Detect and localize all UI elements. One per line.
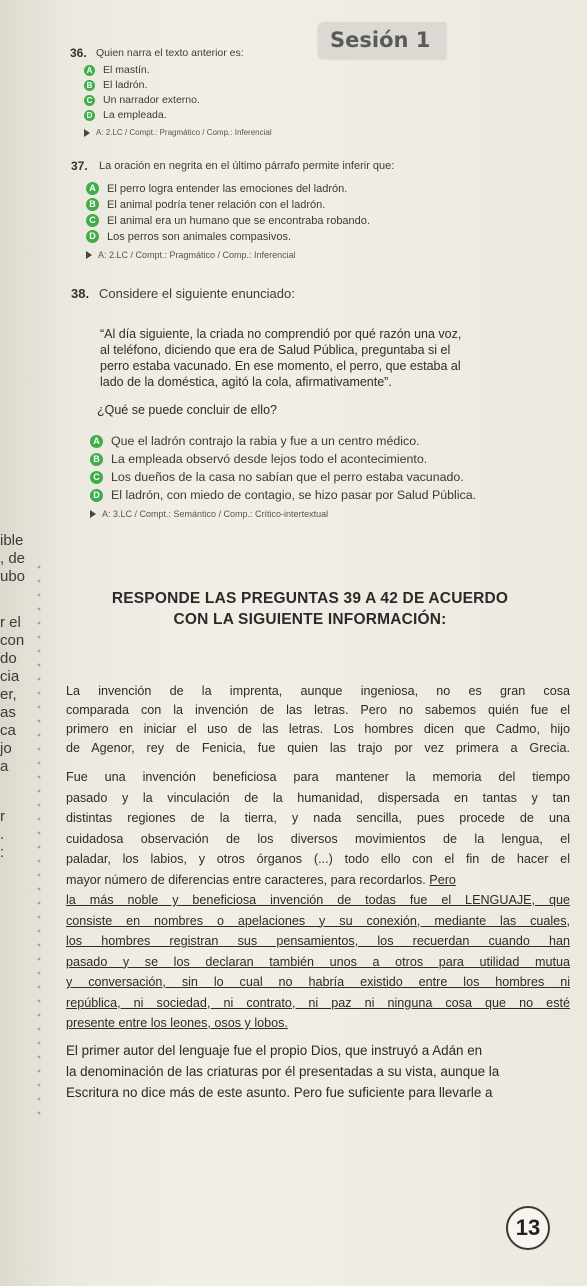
q38-option-b[interactable] <box>90 452 427 466</box>
q38-reference <box>90 509 328 519</box>
quote-line: lado de la doméstica, agitó la cola, afirmativamente”. <box>100 375 392 389</box>
paragraph-2 <box>66 767 570 1034</box>
bleed-text: r <box>0 808 5 825</box>
q37-option-b[interactable] <box>86 198 325 211</box>
paragraph-text: mayor número de diferencias entre caracteres, para recordarlos. <box>66 872 426 887</box>
q37-option-d[interactable] <box>86 230 291 243</box>
paragraph-1 <box>66 682 570 758</box>
reference-text: A: 2.LC / Compt.: Pragmático / Comp.: Inferencial <box>98 250 296 260</box>
quote-line: al teléfono, diciendo que era de Salud Pública, preguntaba si el <box>100 343 451 357</box>
page-number: 13 <box>506 1206 550 1250</box>
bleed-text: con <box>0 632 25 649</box>
option-d-badge: D <box>90 489 103 502</box>
paragraph-line: cuidadosa observación de los diversos movimientos de la lengua, el <box>66 831 570 846</box>
option-c-badge: C <box>86 214 99 227</box>
paragraph-line: distintas regiones de la tierra, y nada sencilla, pues procede de una <box>66 811 570 825</box>
q36-option-d[interactable] <box>84 109 167 121</box>
bleed-text: do <box>0 650 17 667</box>
bleed-text: : <box>0 844 5 861</box>
option-d-badge: D <box>86 230 99 243</box>
bleed-text: r el <box>0 614 21 631</box>
option-c-badge: C <box>84 95 95 106</box>
section-heading-line1: RESPONDE LAS PREGUNTAS 39 A 42 DE ACUERDO <box>111 590 509 607</box>
option-text: El animal podría tener relación con el ladrón. <box>107 198 326 211</box>
quoted-statement <box>100 326 520 390</box>
paragraph-line: comparada con la invención de las letras. Pero no sabemos quién fue el <box>66 703 570 717</box>
bleed-text: as <box>0 704 16 721</box>
q37-option-a[interactable] <box>86 182 347 195</box>
option-a-badge: A <box>90 435 103 448</box>
bleed-text: jo <box>0 740 12 757</box>
option-c-badge: C <box>90 471 103 484</box>
option-text: El ladrón, con miedo de contagio, se hizo pasar por Salud Pública. <box>111 488 477 502</box>
bleed-text: . <box>0 826 5 843</box>
section-heading-line2: CON LA SIGUIENTE INFORMACIÓN: <box>173 611 447 628</box>
paragraph-line <box>66 870 570 891</box>
option-text: El animal era un humano que se encontraba robando. <box>107 214 370 227</box>
paragraph-line: La invención de la imprenta, aunque ingeniosa, no es gran cosa <box>66 684 570 698</box>
option-text: El perro logra entender las emociones del ladrón. <box>107 182 348 195</box>
option-text: Los dueños de la casa no sabían que el perro estaba vacunado. <box>111 470 464 484</box>
q36-option-c[interactable] <box>84 94 200 106</box>
option-text: Un narrador externo. <box>103 94 200 106</box>
quote-line: perro estaba vacunado. En ese momento, el perro, que estaba al <box>100 359 461 373</box>
question-38-text: Considere el siguiente enunciado: <box>99 286 295 301</box>
bleed-text: a <box>0 758 9 775</box>
underlined-line: república, ni sociedad, ni contrato, ni paz ni ninguna cosa que no esté <box>66 995 570 1010</box>
underlined-line: y conversación, sin lo cual no habría existido entre los hombres ni <box>66 975 570 989</box>
q38-option-a[interactable] <box>90 434 420 448</box>
bleed-text: ca <box>0 722 16 739</box>
question-36-text: Quien narra el texto anterior es: <box>96 47 244 59</box>
quote-line: “Al día siguiente, la criada no comprendió por qué razón una voz, <box>100 327 462 341</box>
underlined-text: Pero <box>429 872 456 887</box>
option-b-badge: B <box>86 198 99 211</box>
question-37-text: La oración en negrita en el último párrafo permite inferir que: <box>99 160 395 172</box>
option-text: La empleada. <box>103 109 167 121</box>
paragraph-line: Fue una invención beneficiosa para mantener la memoria del tiempo <box>66 770 570 784</box>
question-36-number: 36. <box>70 46 87 60</box>
option-text: El mastín. <box>103 64 150 76</box>
underlined-line: consiste en nombres o apelaciones y su conexión, mediante las cuales, <box>66 913 570 928</box>
question-37-number: 37. <box>71 159 88 173</box>
arrow-icon <box>84 129 90 137</box>
bleed-text: cia <box>0 668 20 685</box>
paragraph-line: El primer autor del lenguaje fue el propio Dios, que instruyó a Adán en <box>66 1043 483 1058</box>
option-text: Que el ladrón contrajo la rabia y fue a un centro médico. <box>111 434 420 448</box>
underlined-line: la más noble y beneficiosa invención de todas fue el LENGUAJE, que <box>66 893 570 907</box>
session-label: Sesión 1 <box>330 28 431 52</box>
option-a-badge: A <box>84 65 95 76</box>
paragraph-line: pasado y la vinculación de la humanidad, dispersada en tantas y tan <box>66 790 570 805</box>
option-b-badge: B <box>84 80 95 91</box>
paragraph-line: paladar, los labios, y otros órganos (...) todo ello con el fin de hacer el <box>66 852 570 866</box>
option-text: Los perros son animales compasivos. <box>107 230 292 243</box>
paragraph-3 <box>66 1040 576 1103</box>
q37-reference <box>86 250 296 260</box>
margin-dots <box>37 560 41 1120</box>
option-b-badge: B <box>90 453 103 466</box>
option-text: La empleada observó desde lejos todo el acontecimiento. <box>111 452 428 466</box>
arrow-icon <box>86 251 92 259</box>
bleed-text: ible <box>0 532 24 549</box>
bleed-text: ubo <box>0 568 26 585</box>
q36-reference <box>84 128 272 137</box>
underlined-line: presente entre los leones, osos y lobos. <box>66 1016 288 1030</box>
q38-option-c[interactable] <box>90 470 464 484</box>
q36-option-b[interactable] <box>84 79 147 91</box>
underlined-line: los hombres registran sus pensamientos, los recuerdan cuando han <box>66 934 570 948</box>
question-38-number: 38. <box>71 286 90 301</box>
paragraph-line: primero en iniciar el uso de las letras. Los hombres dicen que Cadmo, hijo <box>66 722 570 736</box>
paragraph-line: de Agenor, rey de Fenicia, fue quien las trajo por vez primera a Grecia. <box>66 741 570 755</box>
bleed-text: er, <box>0 686 17 703</box>
bleed-text: , de <box>0 550 26 567</box>
option-a-badge: A <box>86 182 99 195</box>
reference-text: A: 3.LC / Compt.: Semántico / Comp.: Crítico-intertextual <box>102 509 329 519</box>
q38-question: ¿Qué se puede concluir de ello? <box>97 403 277 417</box>
paragraph-line: la denominación de las criaturas por él presentadas a su vista, aunque la <box>66 1064 500 1079</box>
arrow-icon <box>90 510 96 518</box>
option-text: El ladrón. <box>103 79 148 91</box>
q38-option-d[interactable] <box>90 488 476 502</box>
option-d-badge: D <box>84 110 95 121</box>
q36-option-a[interactable] <box>84 64 150 76</box>
underlined-line: pasado y se los declaran también unos a otros para utilidad mutua <box>66 954 570 969</box>
session-tab <box>318 22 446 58</box>
q37-option-c[interactable] <box>86 214 370 227</box>
paragraph-line: Escritura no dice más de este asunto. Pero fue suficiente para llevarle a <box>66 1085 493 1100</box>
reference-text: A: 2.LC / Compt.: Pragmático / Comp.: Inferencial <box>96 128 272 137</box>
